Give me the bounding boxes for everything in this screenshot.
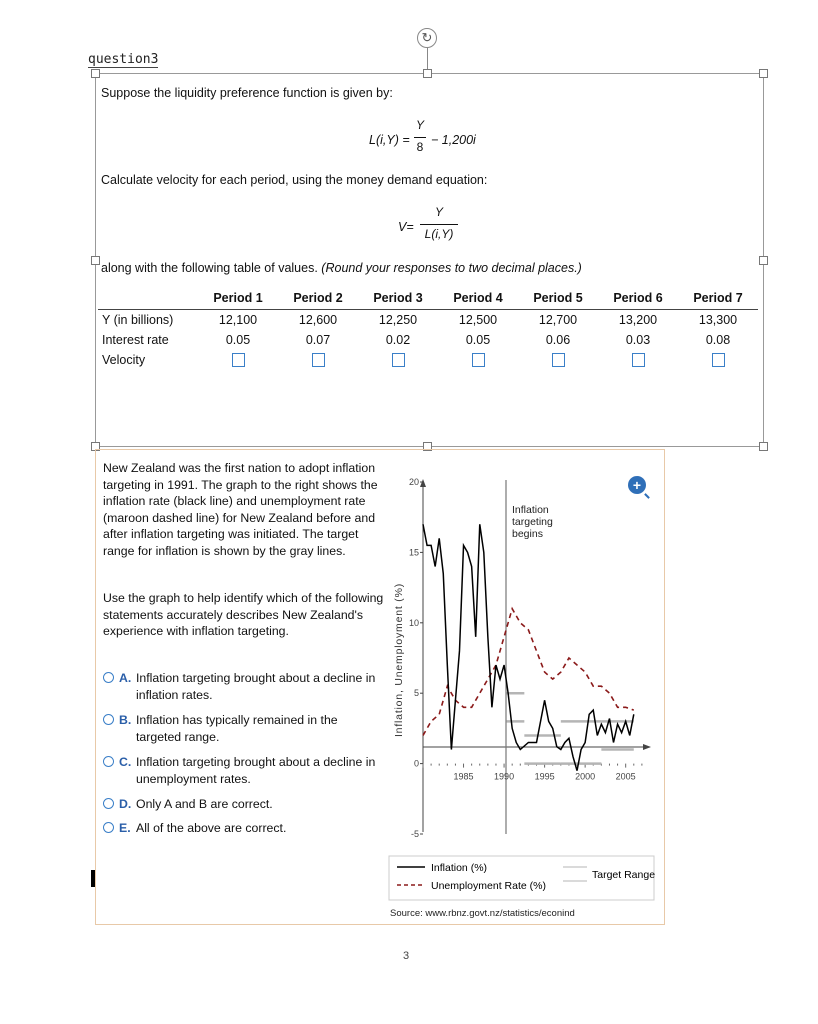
velocity-cell [678, 350, 758, 370]
velocity-input-period-4[interactable] [472, 353, 485, 367]
velocity-cell [598, 350, 678, 370]
table-cell: 12,250 [378, 313, 418, 327]
y-tick-label: 15 [408, 547, 419, 558]
question-title: question3 [88, 52, 159, 67]
y-tick-label: 10 [408, 617, 419, 628]
zoom-in-icon[interactable]: + [628, 476, 646, 494]
y-tick-label: 5 [413, 688, 419, 699]
option-text: Inflation has typically remained in the targeted range. [136, 713, 338, 744]
x-tick-label: 1985 [453, 771, 474, 782]
page-number: 3 [403, 950, 410, 962]
velocity-input-period-7[interactable] [712, 353, 725, 367]
table-cell: 0.03 [625, 333, 651, 347]
option-text: All of the above are correct. [136, 821, 287, 835]
eq1-denominator: 8 [416, 140, 424, 154]
question-frame[interactable] [95, 73, 764, 447]
y-tick-label: -5 [410, 829, 419, 839]
inflation-line [423, 524, 634, 770]
table-cell: 12,700 [538, 313, 578, 327]
x-tick-label: 1990 [494, 771, 515, 782]
velocity-cell [518, 350, 598, 370]
row-label: Y (in billions) [102, 313, 174, 327]
table-header: Period 5 [533, 291, 583, 305]
velocity-cell [278, 350, 358, 370]
velocity-intro: Calculate velocity for each period, using the money demand equation: [101, 173, 488, 187]
x-tick-label: 1995 [534, 771, 555, 782]
option-text: Inflation targeting brought about a decline in unemployment rates. [136, 755, 376, 786]
x-axis-arrow [643, 744, 651, 750]
eq1-numerator: Y [415, 118, 424, 132]
table-cell: 13,300 [698, 313, 738, 327]
radio-c[interactable] [103, 756, 114, 767]
row-label: Interest rate [102, 333, 169, 347]
eq1-fraction-bar [414, 137, 426, 138]
table-cell: 13,200 [618, 313, 658, 327]
annotation-line-1: Inflation [512, 504, 549, 516]
velocity-input-period-3[interactable] [392, 353, 405, 367]
table-cell: 0.06 [545, 333, 571, 347]
option-letter: A. [119, 671, 132, 685]
annotation-line-3: begins [512, 528, 543, 540]
legend-unemployment: Unemployment Rate (%) [431, 880, 546, 892]
table-row [98, 330, 758, 350]
table-header: Period 7 [693, 291, 743, 305]
nz-paragraph: New Zealand was the first nation to adopt inflation targeting in 1991. The graph to the right shows the inflation rate (black line) and unemployment rate (maroon dashed line) for New Zealand before and after inflation targeting was initiated. The target range for inflation is shown by the gray lines. [103, 461, 378, 558]
intro-text: Suppose the liquidity preference function is given by: [101, 86, 393, 100]
table-header-row [98, 290, 758, 310]
y-axis-label: Inflation, Unemployment (%) [393, 582, 405, 738]
resize-handle-mr[interactable] [759, 256, 768, 265]
option-c[interactable] [103, 754, 393, 788]
table-cell: 12,500 [458, 313, 498, 327]
velocity-input-period-6[interactable] [632, 353, 645, 367]
option-text: Inflation targeting brought about a decline in inflation rates. [136, 671, 376, 702]
table-header: Period 4 [453, 291, 503, 305]
table-header: Period 6 [613, 291, 663, 305]
velocity-cell [198, 350, 278, 370]
inflation-chart [385, 460, 660, 920]
text-cursor [91, 870, 95, 887]
annotation-line-2: targeting [512, 516, 553, 528]
velocity-input-period-1[interactable] [232, 353, 245, 367]
option-letter: B. [119, 713, 132, 727]
rotate-icon[interactable]: ↻ [417, 28, 437, 48]
table-cell: 0.08 [705, 333, 731, 347]
option-text: Only A and B are correct. [136, 797, 273, 811]
option-a[interactable] [103, 670, 393, 704]
chart-source: Source: www.rbnz.govt.nz/statistics/econind [390, 908, 575, 919]
legend-inflation: Inflation (%) [431, 862, 488, 874]
option-letter: E. [119, 821, 131, 835]
title-underline [88, 67, 158, 68]
velocity-input-period-5[interactable] [552, 353, 565, 367]
row-label: Velocity [102, 353, 146, 367]
y-tick-label: 20 [408, 477, 419, 487]
resize-handle-tr[interactable] [759, 69, 768, 78]
eq1-lhs: L(i,Y) = [369, 133, 410, 147]
radio-e[interactable] [103, 822, 114, 833]
table-cell: 0.05 [225, 333, 251, 347]
velocity-cell [438, 350, 518, 370]
velocity-input-period-2[interactable] [312, 353, 325, 367]
table-row [98, 310, 758, 331]
radio-b[interactable] [103, 714, 114, 725]
eq1-rhs: − 1,200i [431, 133, 476, 147]
table-cell: 0.02 [385, 333, 411, 347]
table-cell: 12,600 [298, 313, 338, 327]
eq2-numerator: Y [434, 205, 443, 219]
option-d[interactable] [103, 796, 393, 814]
radio-a[interactable] [103, 672, 114, 683]
resize-handle-br[interactable] [759, 442, 768, 451]
eq2-lhs: V= [398, 220, 414, 234]
y-tick-label: 0 [413, 758, 419, 769]
chart-frame [389, 477, 655, 919]
radio-d[interactable] [103, 798, 114, 809]
resize-handle-ml[interactable] [91, 256, 100, 265]
resize-handle-tl[interactable] [91, 69, 100, 78]
table-header: Period 1 [213, 291, 263, 305]
table-corner [98, 290, 198, 310]
table-cell: 0.07 [305, 333, 331, 347]
resize-handle-tc[interactable] [423, 69, 432, 78]
use-graph-text: Use the graph to help identify which of the following statements accurately describes New Zealand's experience with inflation targeting. [103, 591, 384, 638]
table-intro [101, 261, 582, 275]
option-letter: C. [119, 755, 132, 769]
values-table [98, 290, 758, 370]
option-letter: D. [119, 797, 132, 811]
table-header: Period 2 [293, 291, 343, 305]
velocity-cell [358, 350, 438, 370]
x-tick-label: 2005 [615, 771, 636, 782]
y-axis-arrow [420, 479, 426, 487]
eq2-fraction-bar [420, 224, 458, 225]
table-intro-main: along with the following table of values. [101, 261, 318, 275]
table-cell: 12,100 [218, 313, 258, 327]
option-b[interactable] [103, 712, 393, 746]
table-intro-rounding: (Round your responses to two decimal places.) [321, 261, 582, 275]
table-cell: 0.05 [465, 333, 491, 347]
table-header: Period 3 [373, 291, 423, 305]
option-e[interactable] [103, 820, 393, 838]
table-row [98, 350, 758, 370]
eq2-denominator: L(i,Y) [424, 227, 454, 241]
legend-target-range: Target Range [592, 869, 656, 881]
x-tick-label: 2000 [575, 771, 596, 782]
